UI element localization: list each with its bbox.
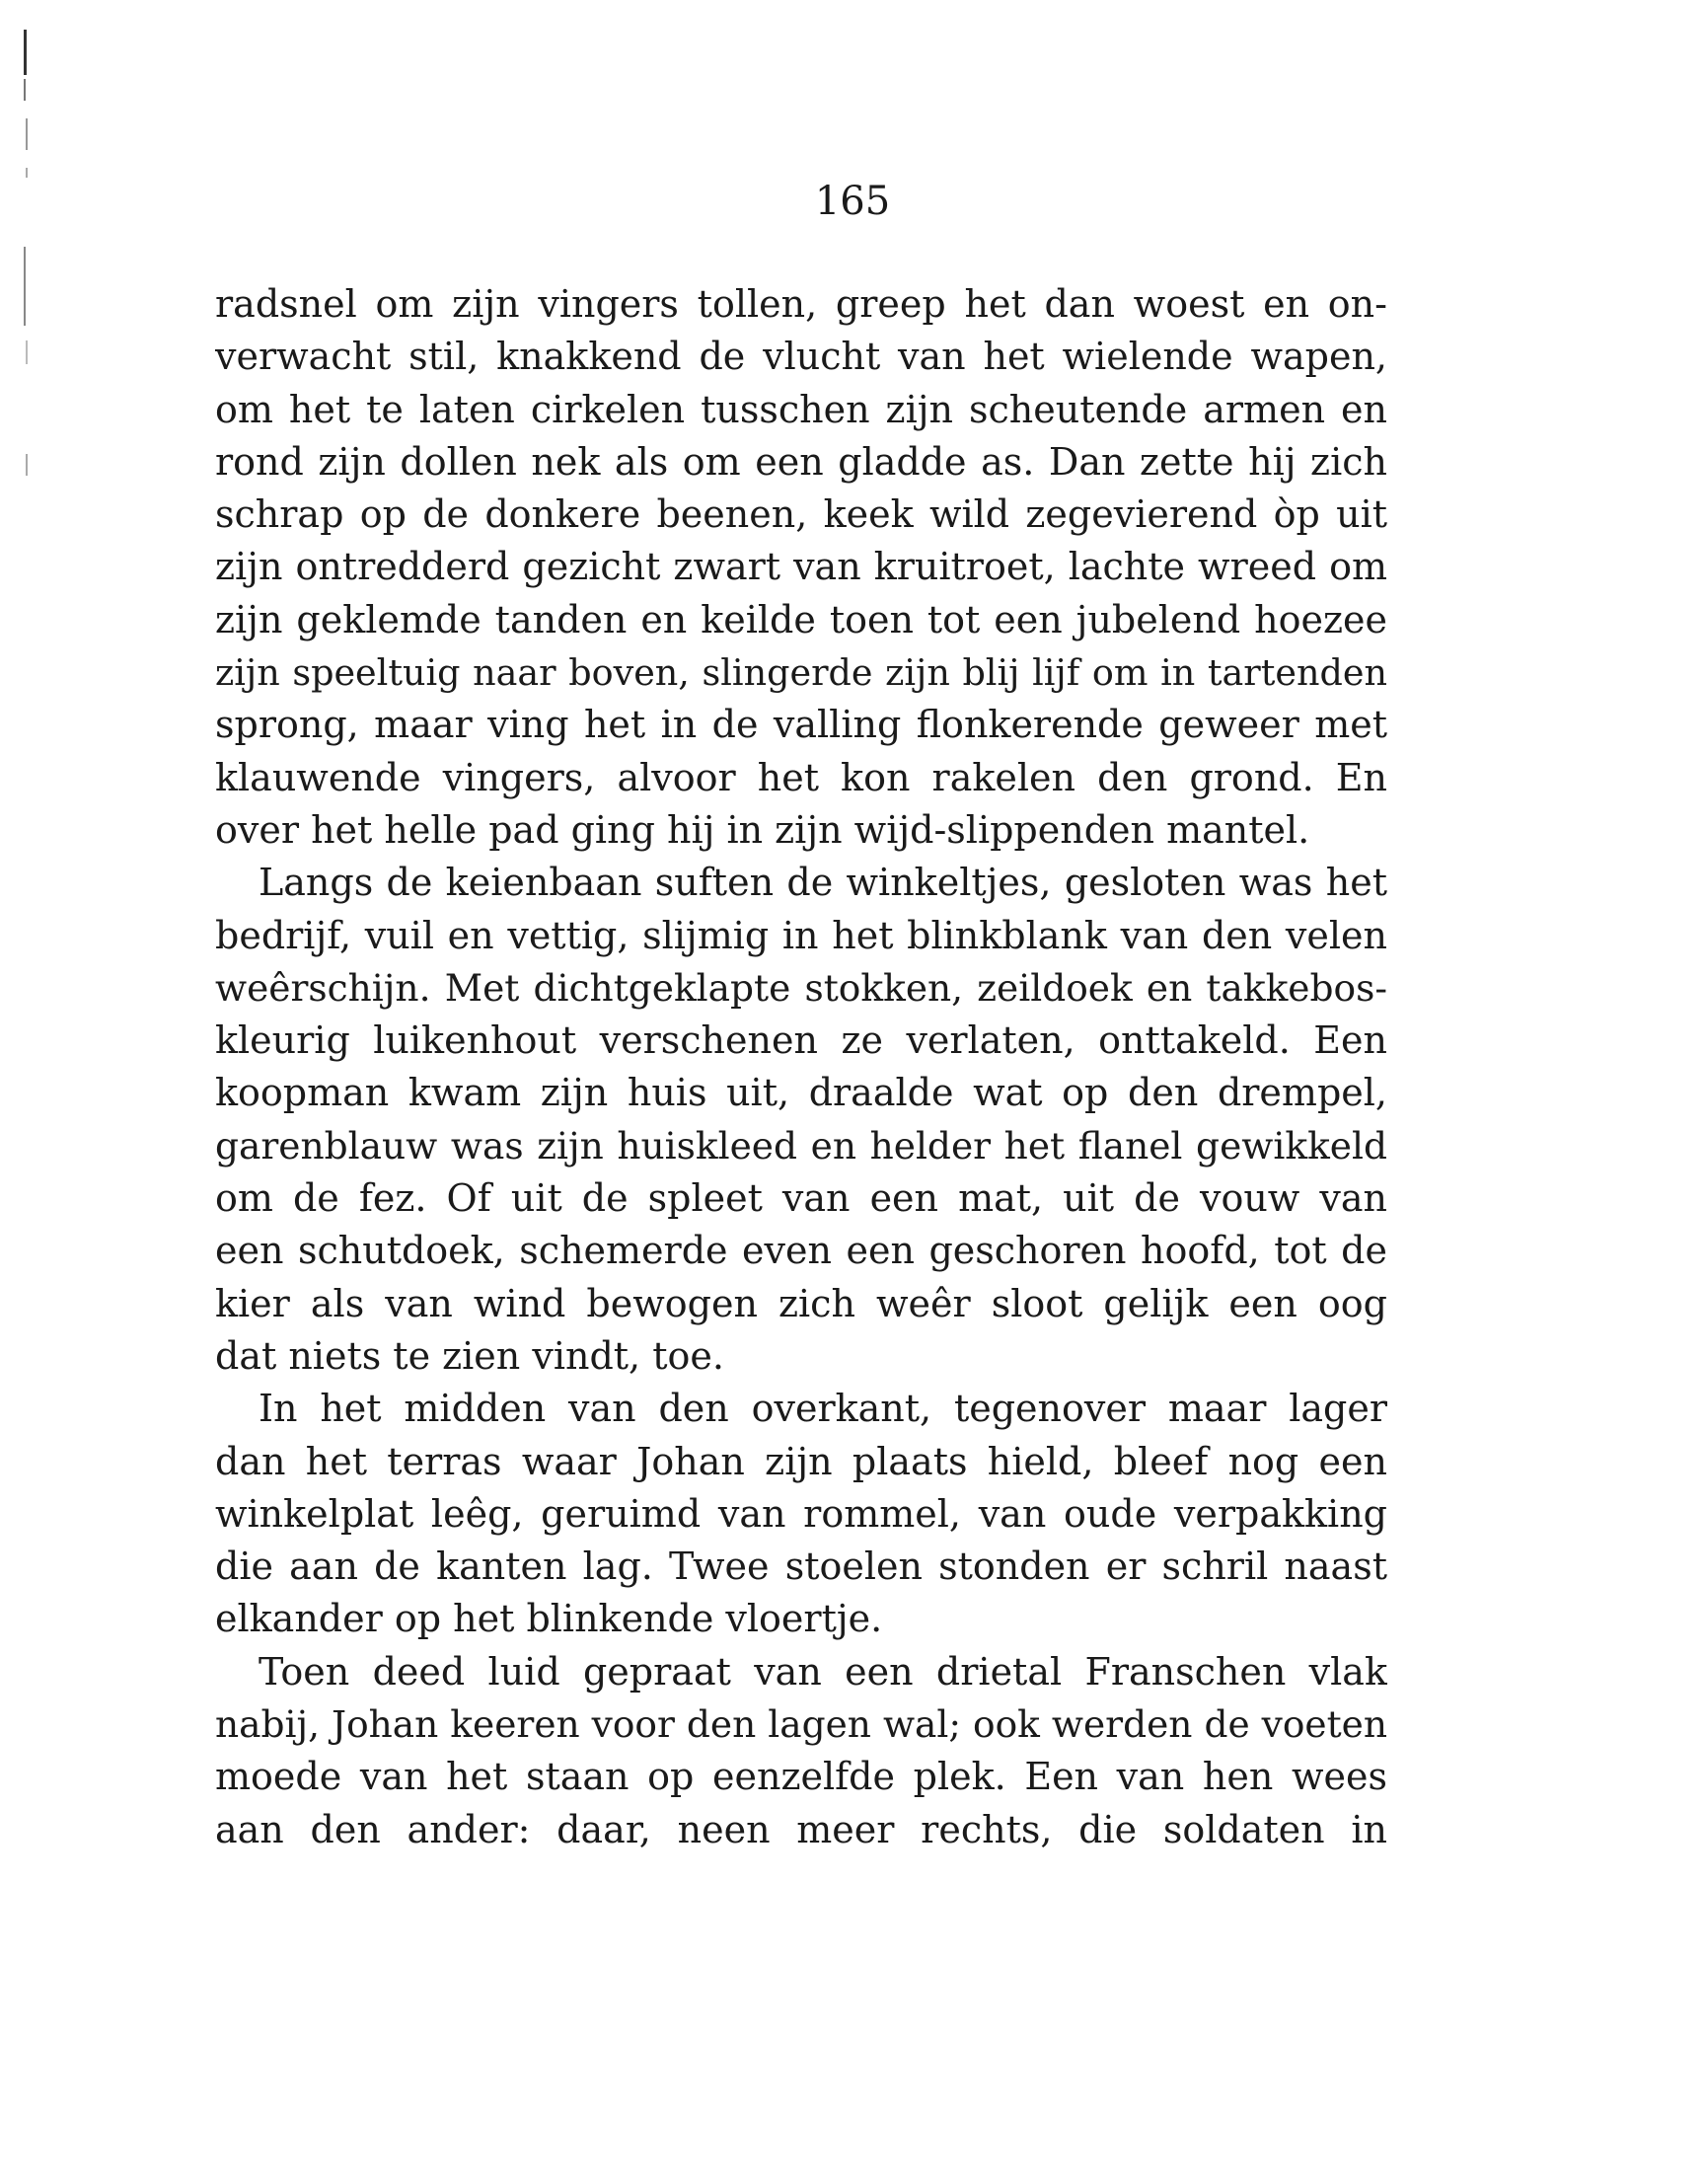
body-text	[215, 278, 1387, 1856]
scan-edge-mark	[24, 79, 26, 101]
scan-edge-mark	[26, 168, 28, 178]
text-line: kier als van wind bewogen zich weêr sloot gelijk een oog	[215, 1281, 1387, 1325]
page-number: 165	[814, 179, 891, 224]
paragraph	[215, 1646, 1387, 1856]
scan-edge-mark	[24, 30, 27, 75]
text-line: dan het terras waar Johan zijn plaats hield, bleef nog een	[215, 1439, 1387, 1483]
text-line: Langs de keienbaan suften de winkeltjes, gesloten was het	[259, 861, 1387, 905]
scan-edge-mark	[24, 247, 26, 326]
text-line: aan den ander: daar, neen meer rechts, die soldaten in	[215, 1807, 1387, 1851]
text-line: zijn geklemde tanden en keilde toen tot een jubelend hoezee	[215, 597, 1387, 641]
paragraph	[215, 857, 1387, 1383]
text-line: In het midden van den overkant, tegenover maar lager	[259, 1387, 1387, 1431]
text-line: sprong, maar ving het in de valling flonkerende geweer met	[215, 703, 1387, 747]
text-line: winkelplat leêg, geruimd van rommel, van oude verpakking	[215, 1491, 1387, 1536]
text-line: over het helle pad ging hij in zijn wijd-slippenden mantel.	[215, 807, 1310, 852]
text-line: dat niets te zien vindt, toe.	[215, 1333, 724, 1378]
text-line: garenblauw was zijn huiskleed en helder het flanel gewikkeld	[215, 1123, 1387, 1167]
paragraph	[215, 278, 1387, 857]
text-line: om de fez. Of uit de spleet van een mat, uit de vouw van	[215, 1176, 1387, 1221]
scan-edge-mark	[26, 454, 28, 476]
text-line: kleurig luikenhout verschenen ze verlaten, onttakeld. Een	[215, 1018, 1387, 1063]
text-line: moede van het staan op eenzelfde plek. Een van hen wees	[215, 1755, 1387, 1799]
text-line: om het te laten cirkelen tusschen zijn scheutende armen en	[215, 387, 1387, 431]
text-line: weêrschijn. Met dichtgeklapte stokken, zeildoek en takkebos-	[215, 965, 1387, 1010]
text-line: koopman kwam zijn huis uit, draalde wat op den drempel,	[215, 1071, 1387, 1115]
text-line: een schutdoek, schemerde even een geschoren hoofd, tot de	[215, 1229, 1387, 1273]
text-line: bedrijf, vuil en vettig, slijmig in het blinkblank van den velen	[215, 913, 1387, 957]
text-line: nabij, Johan keeren voor den lagen wal; ook werden de voeten	[215, 1702, 1387, 1747]
text-line: verwacht stil, knakkend de vlucht van het wielende wapen,	[215, 335, 1387, 379]
text-line: elkander op het blinkende vloertje.	[215, 1597, 883, 1641]
text-line: schrap op de donkere beenen, keek wild zegevierend òp uit	[215, 492, 1387, 537]
text-line: radsnel om zijn vingers tollen, greep het dan woest en on-	[215, 282, 1387, 326]
scan-edge-mark	[26, 340, 28, 364]
paragraph	[215, 1383, 1387, 1645]
text-line: zijn speeltuig naar boven, slingerde zijn blij lijf om in tartenden	[215, 651, 1387, 695]
text-line: Toen deed luid gepraat van een drietal Franschen vlak	[259, 1649, 1387, 1694]
text-line: rond zijn dollen nek als om een gladde as. Dan zette hij zich	[215, 439, 1387, 484]
scan-edge-mark	[26, 118, 28, 150]
text-line: klauwende vingers, alvoor het kon rakelen den grond. En	[215, 755, 1387, 799]
text-line: die aan de kanten lag. Twee stoelen stonden er schril naast	[215, 1544, 1387, 1589]
text-line: zijn ontredderd gezicht zwart van kruitroet, lachte wreed om	[215, 545, 1387, 589]
